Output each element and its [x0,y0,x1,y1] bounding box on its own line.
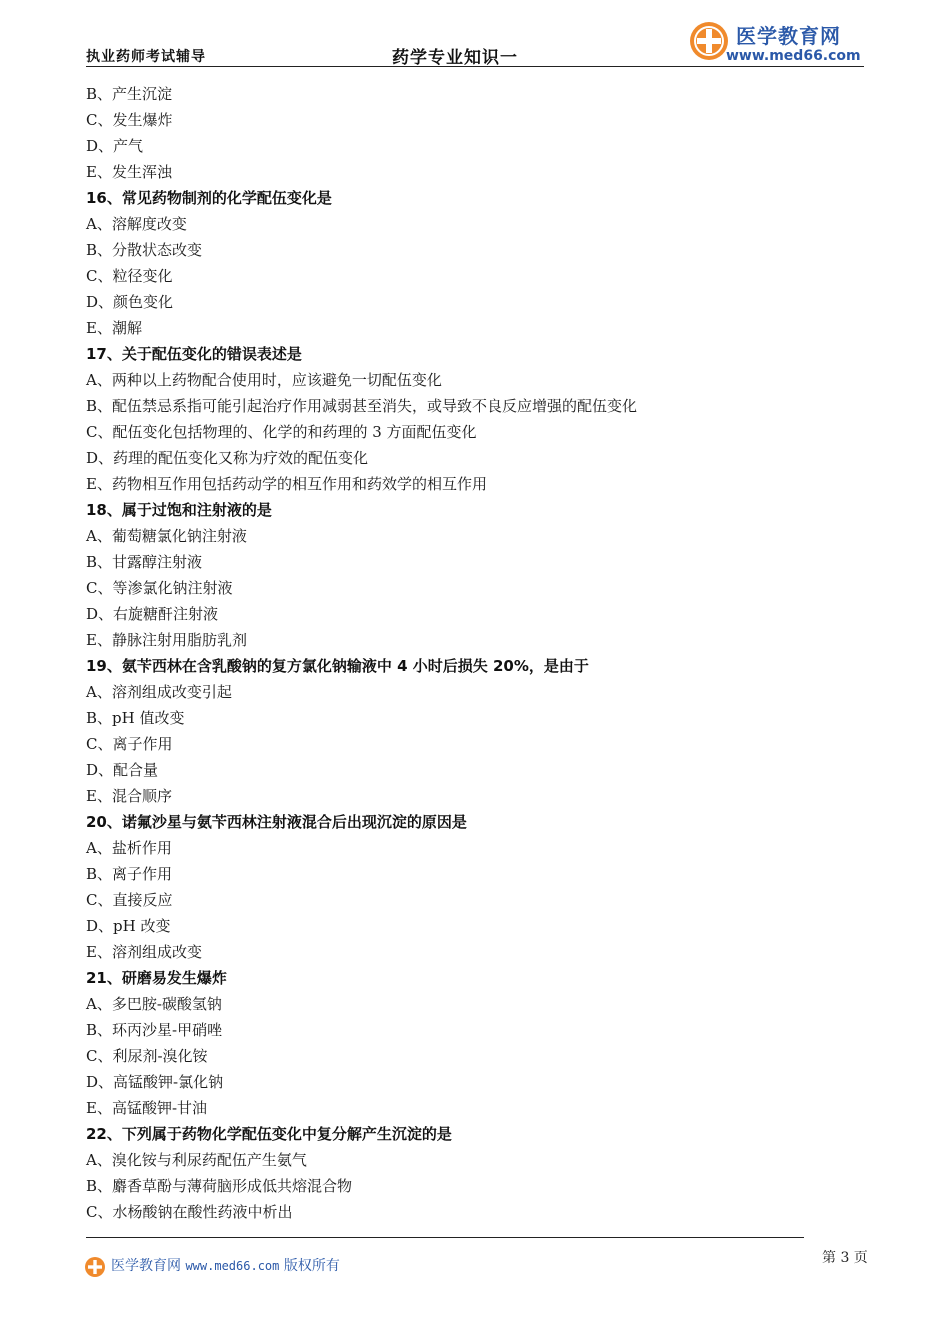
answer-option: E、潮解 [86,319,142,337]
answer-option: C、粒径变化 [86,267,173,285]
answer-option: B、产生沉淀 [86,85,173,103]
question-stem: 19、氨苄西林在含乳酸钠的复方氯化钠输液中 4 小时后损失 20%，是由于 [86,657,589,675]
answer-option: E、高锰酸钾-甘油 [86,1099,208,1117]
answer-option: C、配伍变化包括物理的、化学的和药理的 3 方面配伍变化 [86,423,477,441]
answer-option: B、配伍禁忌系指可能引起治疗作用减弱甚至消失，或导致不良反应增强的配伍变化 [86,397,638,415]
answer-option: D、pH 改变 [86,917,171,935]
question-stem: 17、关于配伍变化的错误表述是 [86,345,302,363]
answer-option: A、盐析作用 [86,839,172,857]
footer-rights: 版权所有 [283,1258,340,1274]
answer-option: B、甘露醇注射液 [86,553,203,571]
answer-option: D、高锰酸钾-氯化钠 [86,1073,224,1091]
answer-option: B、离子作用 [86,865,173,883]
answer-option: E、药物相互作用包括药动学的相互作用和药效学的相互作用 [86,475,487,493]
answer-option: E、溶剂组成改变 [86,943,202,961]
answer-option: A、溴化铵与利尿药配伍产生氨气 [86,1151,307,1169]
header-left-title: 执业药师考试辅导 [86,49,206,65]
answer-option: A、葡萄糖氯化钠注射液 [86,527,247,545]
answer-option: D、颜色变化 [86,293,174,311]
footer-cross-logo-icon [84,1256,106,1278]
footer-copyright[interactable] [111,1255,340,1275]
answer-option: B、环丙沙星-甲硝唑 [86,1021,223,1039]
logo-brand-name: 医学教育网 [736,24,841,48]
footer-divider [86,1237,804,1238]
answer-option: A、溶剂组成改变引起 [86,683,232,701]
answer-option: A、两种以上药物配合使用时，应该避免一切配伍变化 [86,371,442,389]
question-stem: 18、属于过饱和注射液的是 [86,501,272,519]
answer-option: E、静脉注射用脂肪乳剂 [86,631,247,649]
answer-option: B、分散状态改变 [86,241,203,259]
answer-option: A、溶解度改变 [86,215,187,233]
question-stem: 21、研磨易发生爆炸 [86,969,227,987]
answer-option: E、发生浑浊 [86,163,172,181]
answer-option: A、多巴胺-碳酸氢钠 [86,995,222,1013]
answer-option: C、等渗氯化钠注射液 [86,579,233,597]
page-header [86,0,864,68]
answer-option: D、配合量 [86,761,159,779]
answer-option: B、麝香草酚与薄荷脑形成低共熔混合物 [86,1177,353,1195]
answer-option: C、利尿剂-溴化铵 [86,1047,208,1065]
header-center-title: 药学专业知识一 [392,48,518,68]
question-stem: 22、下列属于药物化学配伍变化中复分解产生沉淀的是 [86,1125,452,1143]
answer-option: D、右旋糖酐注射液 [86,605,219,623]
answer-option: C、发生爆炸 [86,111,173,129]
answer-option: C、离子作用 [86,735,173,753]
footer-brand: 医学教育网 [111,1258,181,1274]
answer-option: C、直接反应 [86,891,173,909]
question-list [86,81,856,1225]
answer-option: E、混合顺序 [86,787,172,805]
answer-option: C、水杨酸钠在酸性药液中析出 [86,1203,293,1221]
question-stem: 16、常见药物制剂的化学配伍变化是 [86,189,332,207]
med66-cross-logo-icon [688,20,730,62]
answer-option: D、药理的配伍变化又称为疗效的配伍变化 [86,449,369,467]
header-divider [86,66,864,67]
logo-url: www.med66.com [726,48,861,64]
footer-url: www.med66.com [185,1259,280,1273]
page-number: 第 3 页 [822,1250,868,1266]
answer-option: D、产气 [86,137,144,155]
brand-logo[interactable] [688,18,864,66]
answer-option: B、pH 值改变 [86,709,185,727]
question-stem: 20、诺氟沙星与氨苄西林注射液混合后出现沉淀的原因是 [86,813,467,831]
